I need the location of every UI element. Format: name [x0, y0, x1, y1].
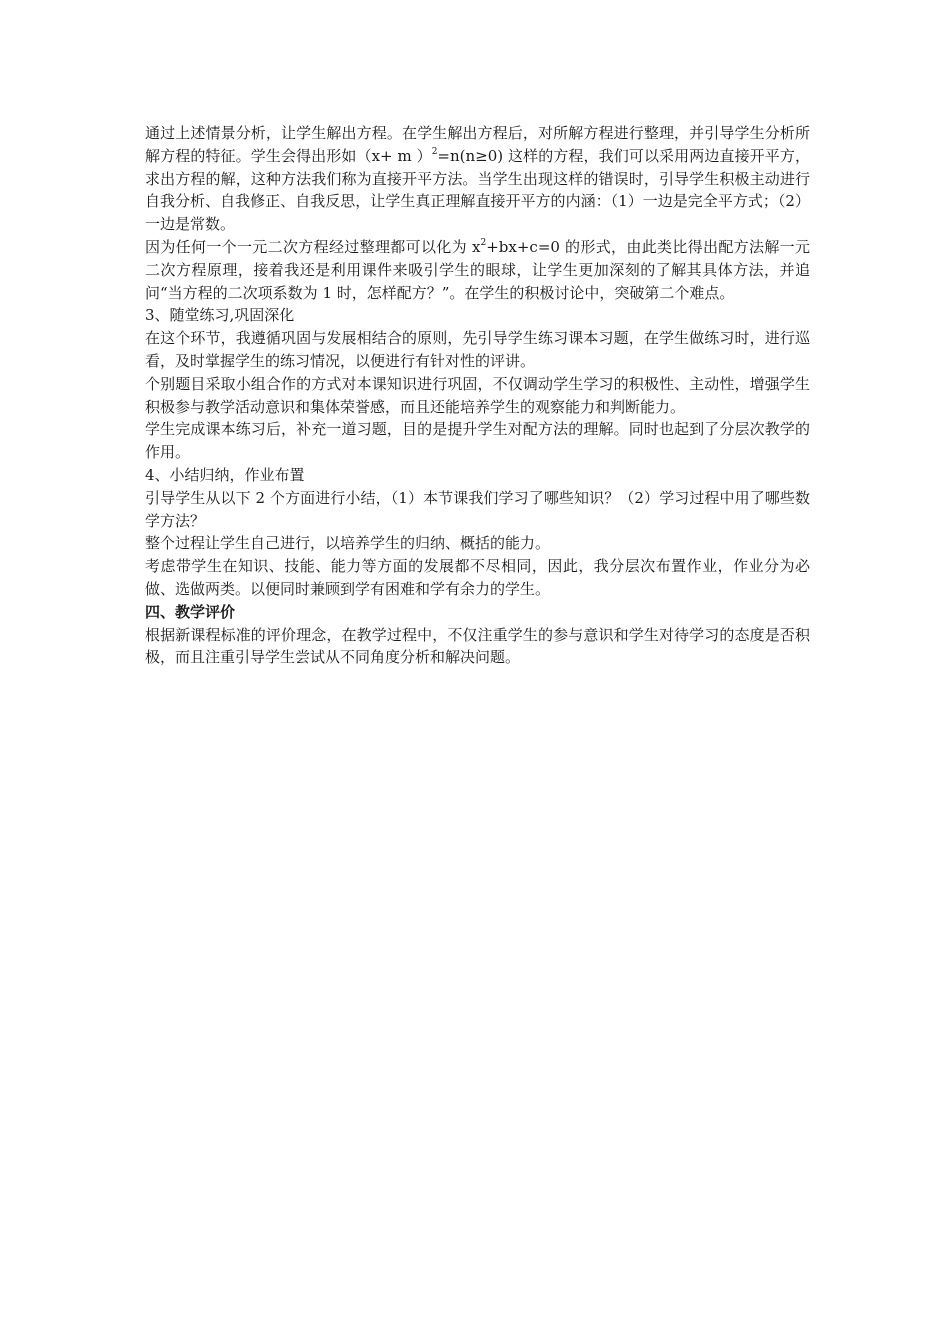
- paragraph-text: +bx+c=0 的形式，由此类比得出配方法解一元二次方程原理，接着我还是利用课件来吸引学生的眼球，让学生更加深刻的了解其具体方法，并追问“当方程的二次项系数为 1 时，怎样配方？”。在学生的积极讨论中，突破第二个难点。: [145, 237, 810, 302]
- paragraph-text: =n(n≥0) 这样的方程，我们可以采用两边直接开平方，求出方程的解，这种方法我们称为直接开平方法。当学生出现这样的错误时，引导学生积极主动进行自我分析、自我修正、自我反思，让学生真正理解直接开平方的内涵：（1）一边是完全平方式；（2）一边是常数。: [145, 146, 810, 234]
- section-heading-evaluation: 四、教学评价: [145, 602, 236, 621]
- superscript: 2: [431, 146, 438, 157]
- paragraph-direct-square-root: [145, 122, 810, 236]
- paragraph-completing-square: [145, 236, 810, 304]
- paragraph-summary-1: 引导学生从以下 2 个方面进行小结，（1）本节课我们学习了哪些知识？（2）学习过程中用了哪些数学方法？: [145, 488, 810, 530]
- paragraph-homework: 考虑带学生在知识、技能、能力等方面的发展都不尽相同，因此，我分层次布置作业，作业分为必做、选做两类。以便同时兼顾到学有困难和学有余力的学生。: [145, 557, 810, 598]
- paragraph-practice-2: 个别题目采取小组合作的方式对本课知识进行巩固，不仅调动学生学习的积极性、主动性，增强学生积极参与教学活动意识和集体荣誉感，而且还能培养学生的观察能力和判断能力。: [145, 374, 810, 416]
- paragraph-text: 因为任何一个一元二次方程经过整理都可以化为 x: [145, 237, 481, 256]
- superscript: 2: [480, 237, 487, 248]
- paragraph-text: 通过上述情景分析，让学生解出方程。在学生解出方程后，对所解方程进行整理，并引导学生分析所解方程的特征。学生会得出形如（x+ m ）: [145, 124, 810, 165]
- paragraph-evaluation: 根据新课程标准的评价理念，在教学过程中，不仅注重学生的参与意识和学生对待学习的态度是否积极，而且注重引导学生尝试从不同角度分析和解决问题。: [145, 625, 810, 667]
- paragraph-summary-2: 整个过程让学生自己进行，以培养学生的归纳、概括的能力。: [145, 534, 551, 553]
- paragraph-practice-3: 学生完成课本练习后，补充一道习题，目的是提升学生对配方法的理解。同时也起到了分层次教学的作用。: [145, 420, 810, 462]
- heading-practice: 3、随堂练习,巩固深化: [145, 306, 295, 325]
- heading-summary: 4、小结归纳，作业布置: [145, 465, 305, 484]
- document-page: [145, 122, 810, 669]
- paragraph-practice-1: 在这个环节，我遵循巩固与发展相结合的原则，先引导学生练习课本习题，在学生做练习时，进行巡看，及时掌握学生的练习情况，以便进行有针对性的评讲。: [145, 329, 810, 370]
